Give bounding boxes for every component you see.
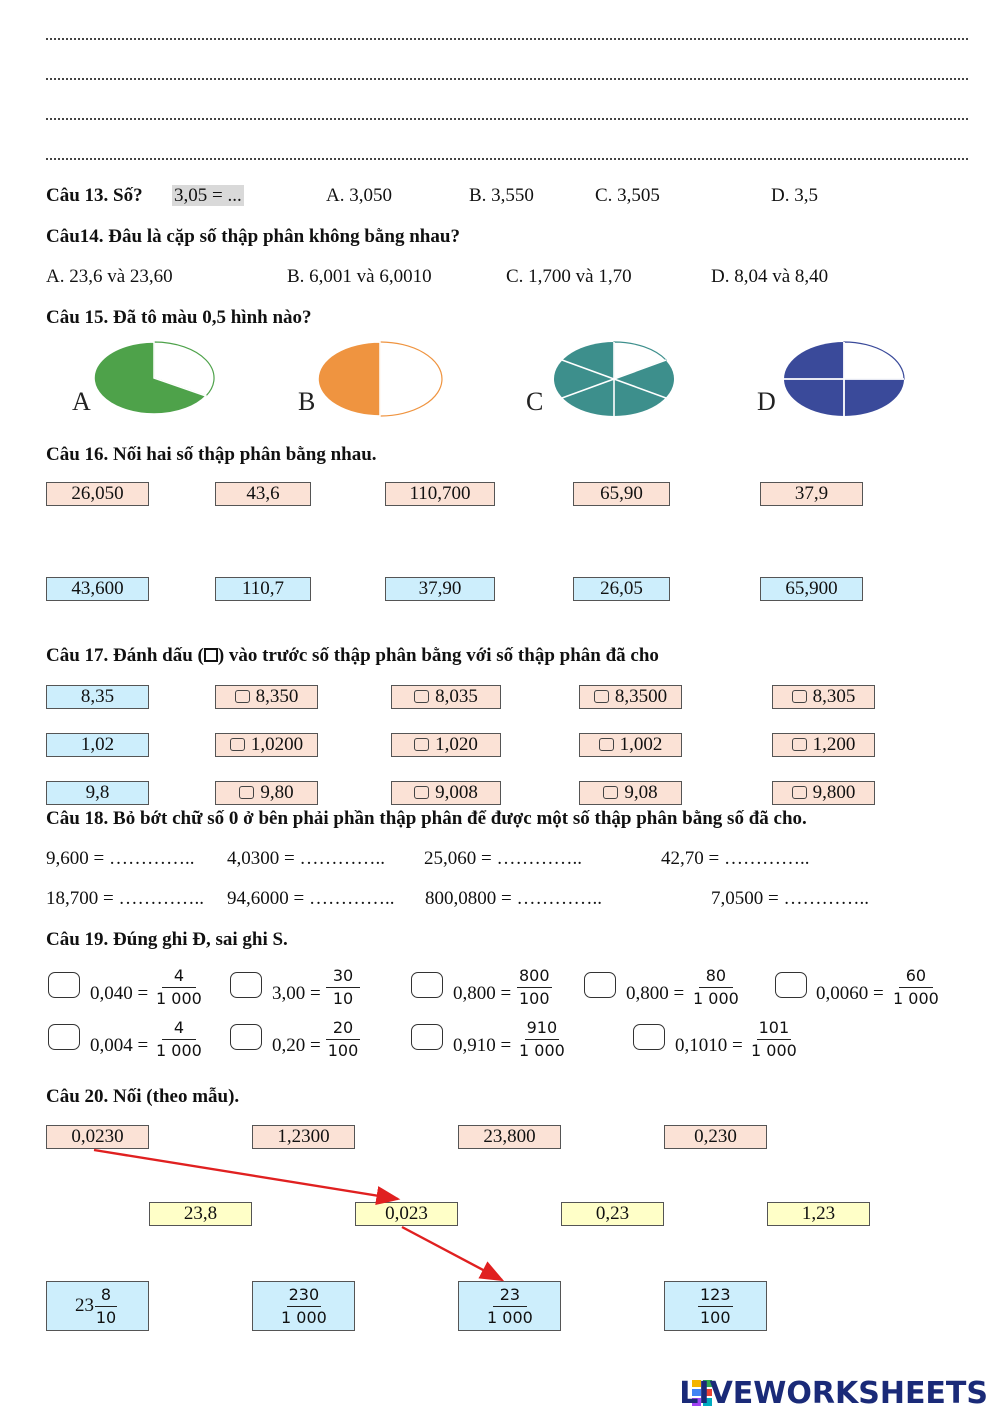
q16-bottom-5[interactable]: 65,900	[760, 577, 863, 601]
q15-letter-c: C	[526, 387, 544, 416]
q20-middle-4[interactable]: 1,23	[767, 1202, 870, 1226]
q18-label: Câu 18. Bỏ bớt chữ số 0 ở bên phải phần thập phân để được một số thập phân bằng số đã cho.	[46, 808, 807, 829]
q18-item-6[interactable]: 94,6000 = …………..	[227, 888, 395, 909]
q17-choice-3-4[interactable]: 9,800	[772, 781, 875, 805]
q16-top-3[interactable]: 110,700	[385, 482, 495, 506]
checkbox-icon[interactable]	[792, 786, 807, 799]
q16-top-4[interactable]: 65,90	[573, 482, 670, 506]
q13-option-b[interactable]: B. 3,550	[469, 185, 534, 206]
q20-bottom-3[interactable]	[458, 1281, 561, 1331]
checkbox-icon[interactable]	[599, 738, 614, 751]
liveworksheets-logo: LIVEWORKSHEETS	[679, 1376, 988, 1411]
q19-answer-box-6[interactable]	[48, 1024, 80, 1050]
q18-item-5[interactable]: 18,700 = …………..	[46, 888, 204, 909]
q14-option-d[interactable]: D. 8,04 và 8,40	[711, 266, 829, 287]
q20-bottom-1[interactable]	[46, 1281, 149, 1331]
q20-example-arrow-2	[402, 1227, 502, 1280]
q19-answer-box-3[interactable]	[411, 972, 443, 998]
q20-middle-3[interactable]: 0,23	[561, 1202, 664, 1226]
q19-answer-box-2[interactable]	[230, 972, 262, 998]
q19-label: Câu 19. Đúng ghi Đ, sai ghi S.	[46, 929, 288, 950]
q20-bottom-4[interactable]	[664, 1281, 767, 1331]
q18-item-3[interactable]: 25,060 = …………..	[424, 848, 582, 869]
q16-bottom-3[interactable]: 37,90	[385, 577, 495, 601]
q20-bottom-2[interactable]	[252, 1281, 355, 1331]
q19-answer-box-8[interactable]	[411, 1024, 443, 1050]
q15-label: Câu 15. Đã tô màu 0,5 hình nào?	[46, 307, 312, 328]
q19-fraction-5: $\frac{60}{1 000}$	[893, 966, 939, 1008]
answer-line-2[interactable]	[46, 78, 968, 80]
q13-label: Câu 13. Số?	[46, 185, 143, 206]
q17-given-2: 1,02	[46, 733, 149, 757]
q16-label: Câu 16. Nối hai số thập phân bằng nhau.	[46, 444, 377, 465]
q19-lhs-9: 0,1010 =	[675, 1035, 743, 1056]
q20-bottom-1-whole: 23	[75, 1295, 94, 1316]
q15-shapes	[60, 338, 940, 420]
q20-bottom-3-fraction: $\frac{23}{1 000}$	[487, 1285, 533, 1327]
q19-answer-box-4[interactable]	[584, 972, 616, 998]
q18-item-1[interactable]: 9,600 = …………..	[46, 848, 195, 869]
checkbox-icon[interactable]	[230, 738, 245, 751]
q19-lhs-4: 0,800 =	[626, 983, 685, 1004]
q19-lhs-5: 0,0060 =	[816, 983, 884, 1004]
q19-answer-box-1[interactable]	[48, 972, 80, 998]
q19-lhs-8: 0,910 =	[453, 1035, 512, 1056]
q17-choice-1-1[interactable]: 8,350	[215, 685, 318, 709]
q19-lhs-1: 0,040 =	[90, 983, 149, 1004]
answer-line-1[interactable]	[46, 38, 968, 40]
q18-item-4[interactable]: 42,70 = …………..	[661, 848, 810, 869]
q19-fraction-3: $\frac{800}{100}$	[519, 966, 550, 1008]
q16-bottom-4[interactable]: 26,05	[573, 577, 670, 601]
q16-top-2[interactable]: 43,6	[215, 482, 311, 506]
q20-bottom-2-fraction: $\frac{230}{1 000}$	[281, 1285, 327, 1327]
q20-label: Câu 20. Nối (theo mẫu).	[46, 1086, 240, 1107]
q19-fraction-6: $\frac{4}{1 000}$	[156, 1018, 202, 1060]
q17-choice-3-1[interactable]: 9,80	[215, 781, 318, 805]
checkbox-icon[interactable]	[792, 690, 807, 703]
q19-fraction-4: $\frac{80}{1 000}$	[693, 966, 739, 1008]
checkbox-symbol-icon	[204, 648, 218, 662]
q19-answer-box-5[interactable]	[775, 972, 807, 998]
answer-line-3[interactable]	[46, 118, 968, 120]
q17-choice-1-3[interactable]: 8,3500	[579, 685, 682, 709]
q20-top-2[interactable]: 1,2300	[252, 1125, 355, 1149]
checkbox-icon[interactable]	[792, 738, 807, 751]
q17-label: Câu 17. Đánh dấu ( ) vào trước số thập phân bằng với số thập phân đã cho	[46, 645, 659, 666]
q15-shape-c[interactable]	[526, 342, 674, 416]
q19-lhs-6: 0,004 =	[90, 1035, 149, 1056]
q17-choice-2-2[interactable]: 1,020	[391, 733, 501, 757]
q14-option-c[interactable]: C. 1,700 và 1,70	[506, 266, 632, 287]
q16-bottom-2[interactable]: 110,7	[215, 577, 311, 601]
checkbox-icon[interactable]	[239, 786, 254, 799]
checkbox-icon[interactable]	[414, 690, 429, 703]
q20-top-3[interactable]: 23,800	[458, 1125, 561, 1149]
q17-choice-2-3[interactable]: 1,002	[579, 733, 682, 757]
q20-top-1[interactable]: 0,0230	[46, 1125, 149, 1149]
checkbox-icon[interactable]	[594, 690, 609, 703]
q17-choice-1-4[interactable]: 8,305	[772, 685, 875, 709]
q17-choice-1-2[interactable]: 8,035	[391, 685, 501, 709]
q20-middle-1[interactable]: 23,8	[149, 1202, 252, 1226]
q19-fraction-7: $\frac{20}{100}$	[327, 1018, 359, 1060]
q15-shape-a[interactable]	[72, 342, 214, 416]
q13-option-c[interactable]: C. 3,505	[595, 185, 660, 206]
q14-label: Câu14. Đâu là cặp số thập phân không bằng nhau?	[46, 226, 460, 247]
q20-bottom-4-fraction: $\frac{123}{100}$	[700, 1285, 731, 1327]
q20-middle-2[interactable]: 0,023	[355, 1202, 458, 1226]
answer-line-4[interactable]	[46, 158, 968, 160]
q19-fraction-8: $\frac{910}{1 000}$	[519, 1018, 565, 1060]
q15-shape-b[interactable]	[298, 342, 442, 416]
q16-bottom-1[interactable]: 43,600	[46, 577, 149, 601]
q18-item-2[interactable]: 4,0300 = …………..	[227, 848, 385, 869]
q13-option-d[interactable]: D. 3,5	[771, 185, 818, 206]
q17-given-3: 9,8	[46, 781, 149, 805]
q19-lhs-2: 3,00 =	[272, 983, 321, 1004]
q17-given-1: 8,35	[46, 685, 149, 709]
q20-example-arrow-1	[94, 1150, 398, 1199]
q17-choice-2-4[interactable]: 1,200	[772, 733, 875, 757]
q13-expression: 3,05 = ...	[174, 185, 242, 206]
q17-choice-3-2[interactable]: 9,008	[391, 781, 501, 805]
q14-option-b[interactable]: B. 6,001 và 6,0010	[287, 266, 432, 287]
q17-choice-2-1[interactable]: 1,0200	[215, 733, 318, 757]
q15-letter-d: D	[757, 387, 776, 416]
q14-option-a[interactable]: A. 23,6 và 23,60	[46, 266, 173, 287]
checkbox-icon[interactable]	[414, 738, 429, 751]
q13-option-a[interactable]: A. 3,050	[326, 185, 392, 206]
q19-fraction-9: $\frac{101}{1 000}$	[751, 1018, 797, 1060]
q19-lhs-7: 0,20 =	[272, 1035, 321, 1056]
q18-item-8[interactable]: 7,0500 = …………..	[711, 888, 869, 909]
q20-top-4[interactable]: 0,230	[664, 1125, 767, 1149]
checkbox-icon[interactable]	[235, 690, 250, 703]
q18-item-7[interactable]: 800,0800 = …………..	[425, 888, 602, 909]
q16-top-1[interactable]: 26,050	[46, 482, 149, 506]
q15-letter-a: A	[72, 387, 91, 416]
q19-answer-box-9[interactable]	[633, 1024, 665, 1050]
checkbox-icon[interactable]	[414, 786, 429, 799]
q19-fraction-2: $\frac{30}{10}$	[326, 967, 360, 1008]
q15-shape-d[interactable]	[757, 342, 904, 416]
q19-fraction-1: $\frac{4}{1 000}$	[156, 966, 202, 1008]
checkbox-icon[interactable]	[603, 786, 618, 799]
q17-choice-3-3[interactable]: 9,08	[579, 781, 682, 805]
q15-letter-b: B	[298, 387, 316, 416]
q19-answer-box-7[interactable]	[230, 1024, 262, 1050]
q20-bottom-1-fraction: $\frac{8}{10}$	[95, 1285, 117, 1327]
q19-lhs-3: 0,800 =	[453, 983, 512, 1004]
q16-top-5[interactable]: 37,9	[760, 482, 863, 506]
